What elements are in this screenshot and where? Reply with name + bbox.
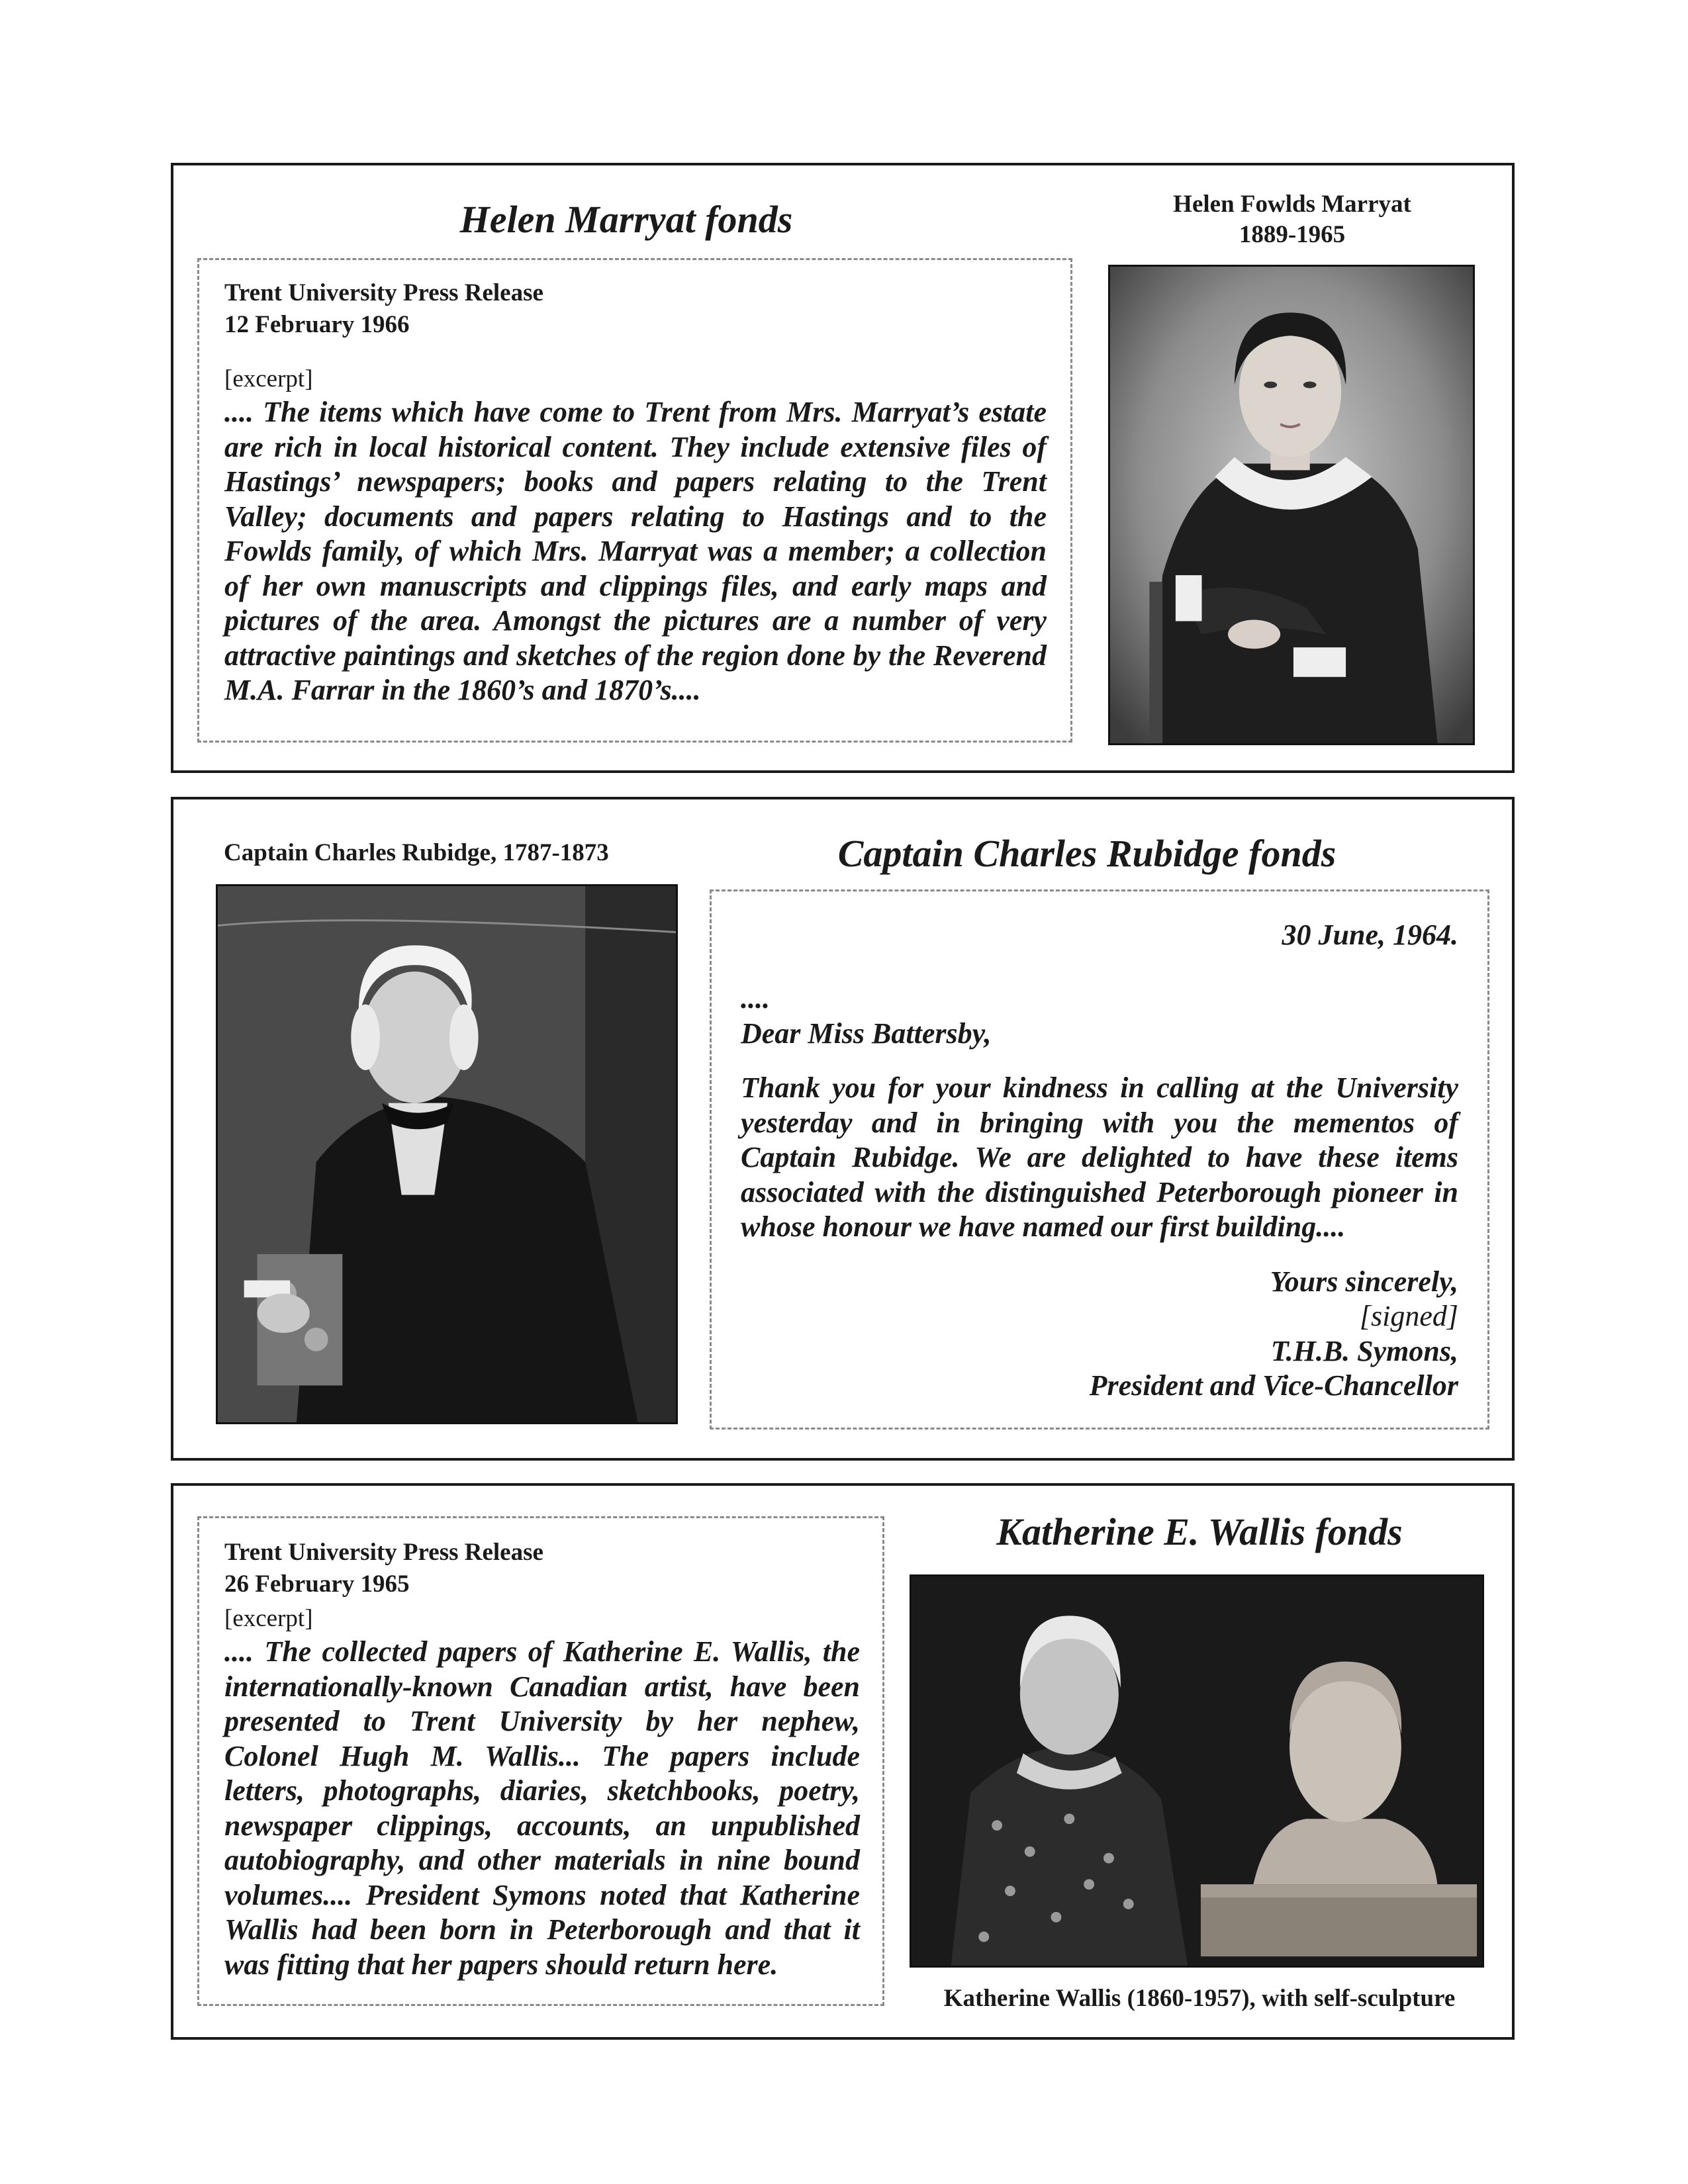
excerpt-text: .... The items which have come to Trent from Mrs. Marryat’s estate are rich in local historical content. They include extensive files of Hastings’ newspapers; books and papers relating to the Trent Valley; documents and papers relating to Hastings and to the Fowlds family, of which Mrs. Marryat was a member; a collection of her own manuscripts and clippings files, and early maps and pictures of the area. Amongst the pictures are a number of very attractive paintings and sketches of the region done by the Reverend M.A. Farrar in the 1860’s and 1870’s....: [224, 396, 1047, 706]
release-date: 12 February 1966: [224, 311, 410, 338]
photo-caption: Captain Charles Rubidge, 1787-1873: [224, 839, 609, 866]
letter-signatory-title: President and Vice-Chancellor: [1089, 1369, 1458, 1402]
letter-box: [710, 889, 1489, 1430]
panel-title: Helen Marryat fonds: [459, 198, 793, 241]
charles-rubidge-panel: [171, 797, 1515, 1461]
charles-rubidge-portrait: [216, 884, 678, 1424]
letter-body: Thank you for your kindness in calling at the University yesterday and in bringing with you the mementos of Captain Rubidge. We are delighted to have these items associated with the distinguished Peterborough pioneer in whose honour we have named our first building....: [741, 1071, 1458, 1243]
letter-closing: Yours sincerely,: [1270, 1265, 1458, 1298]
photo-caption: Katherine Wallis (1860-1957), with self-sculpture: [943, 1985, 1456, 2012]
release-heading: Trent University Press Release: [224, 279, 543, 306]
helen-marryat-portrait: [1108, 265, 1475, 745]
letter-salutation: Dear Miss Battersby,: [741, 1017, 992, 1050]
panel-title: Captain Charles Rubidge fonds: [837, 832, 1336, 875]
press-release-box: [197, 258, 1072, 743]
photo-caption-name: Helen Fowlds Marryat: [1173, 191, 1411, 218]
excerpt-tag: [excerpt]: [224, 1605, 313, 1632]
press-release-box: [197, 1516, 884, 2006]
letter-date: 30 June, 1964.: [1282, 919, 1458, 951]
letter-signed: [signed]: [1359, 1300, 1458, 1332]
excerpt-tag: [excerpt]: [224, 365, 313, 392]
letter-signatory: T.H.B. Symons,: [1270, 1334, 1458, 1367]
photo-caption-years: 1889-1965: [1239, 221, 1346, 248]
excerpt-text: .... The collected papers of Katherine E. Wallis, the internationally-known Canadian artist, have been presented to Trent University by her nephew, Colonel Hugh M. Wallis... The papers include letters, photographs, diaries, sketchbooks, poetry, newspaper clippings, accounts, an unpublished autobiography, and other materials in nine bound volumes.... President Symons noted that Katherine Wallis had been born in Peterborough and that it was fitting that her papers should return here.: [224, 1635, 860, 1981]
letter-ellipsis: ....: [741, 982, 770, 1015]
helen-marryat-panel: [171, 163, 1515, 773]
katherine-wallis-photo: [910, 1574, 1484, 1968]
katherine-wallis-panel: [171, 1483, 1515, 2040]
panel-title: Katherine E. Wallis fonds: [996, 1510, 1403, 1553]
release-date: 26 February 1965: [224, 1570, 410, 1598]
release-heading: Trent University Press Release: [224, 1539, 543, 1566]
